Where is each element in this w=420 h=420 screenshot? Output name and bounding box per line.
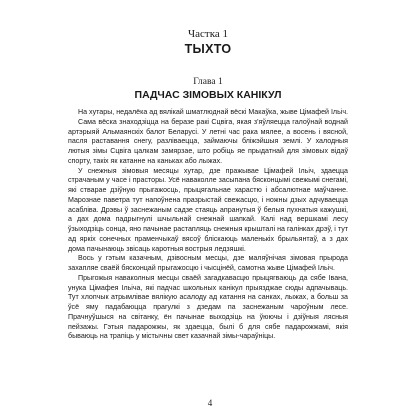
chapter-label: Глава 1 <box>193 77 223 87</box>
paragraph: Вось у гэтым казачным, дзівосным месцы, дзе маляўнічая зімовая прырода захапляе сваёй бясконцай прыгажосцю і чысцінёй, самотна жыве Цімафей Ільіч. <box>68 254 348 272</box>
chapter-body <box>68 108 348 342</box>
paragraph: Прыгожыя наваколныя месцы сваёй загадкавасцю прыцягваюць да сябе Івана, унука Цімафея Ільіча, які падчас школьных канікул прыязджае сюды адпачываць. Тут хлопчык атрымлівае вялікую асалоду ад катання на санках, лыжах, а больш за ўсё яму падабаюцца прагулкі з дзедам па заснежаным чароўным лесе. Прачнуўшыся на світанку, ён пачынае выходзіць на ўюючы і дзіўныя лясныя пейзажы. Гэтыя падарожжы, як здаецца, былі б для сябе падарожжамі, якія бываюць на трапіць у містычны свет казачнай зімы-чараўніцы. <box>68 273 348 341</box>
paragraph: У снежныя зімовыя месяцы хутар, дзе пражывае Цімафей Ільіч, здаецца страчаным у часе і прасторы. Усё наваколле засыпана бясконцымі свежымі снегамі, які стварае дзіўную прыгажосць, прыцягальнае харастю і абсалютнае маўчанне. Марознае паветра тут напоўнена празрыстай свежасцю, і ножны дзых адчуваецца асабліва. Дрэвы ў заснежаным садзе стаяць апранутыя ў белыя пухнатыя кажушкі, а дах дома падрыгнулі шчыльнай снежнай шапкай. Калі над вершкамі лесу ўзыходзіць сонца, яно пачынае растапляць снежныя крышталі на галінках дрэў, і тут ад яркіх сонечных праменчыкаў вясоў бліскаюць маленькіх брыльянтаў, а з дах дома пачынаюць звісаць каротныя вострыя ледзяшкі. <box>68 166 348 253</box>
paragraph: На хутары, недалёка ад вялікай шматлюднай вёскі Макаўка, жыве Цімафей Ільіч. <box>78 108 349 116</box>
chapter-title: ПАДЧАС ЗІМОВЫХ КАНІКУЛ <box>134 89 282 101</box>
page-number: 4 <box>207 398 213 408</box>
part-label: Частка 1 <box>187 28 229 40</box>
part-title: ТЫХТО <box>184 42 232 56</box>
paragraph: Сама вёска знаходзіцца на беразе ракі Сцвіга, якая з'яўляецца галоўнай воднай артэрыяй Альмаянскіх балот Беларусі. У летні час рака мялее, а восень і вясной, пасля раставання снегу, разліваецца, займаючы бліжэйшыя землі. У халодныя лютыя зімы Сцвіга цалкам замярзае, што робіць яе прыдатнай для зімовых відаў спорту, такіх як катанне на каньках або лыжах. <box>68 117 348 165</box>
